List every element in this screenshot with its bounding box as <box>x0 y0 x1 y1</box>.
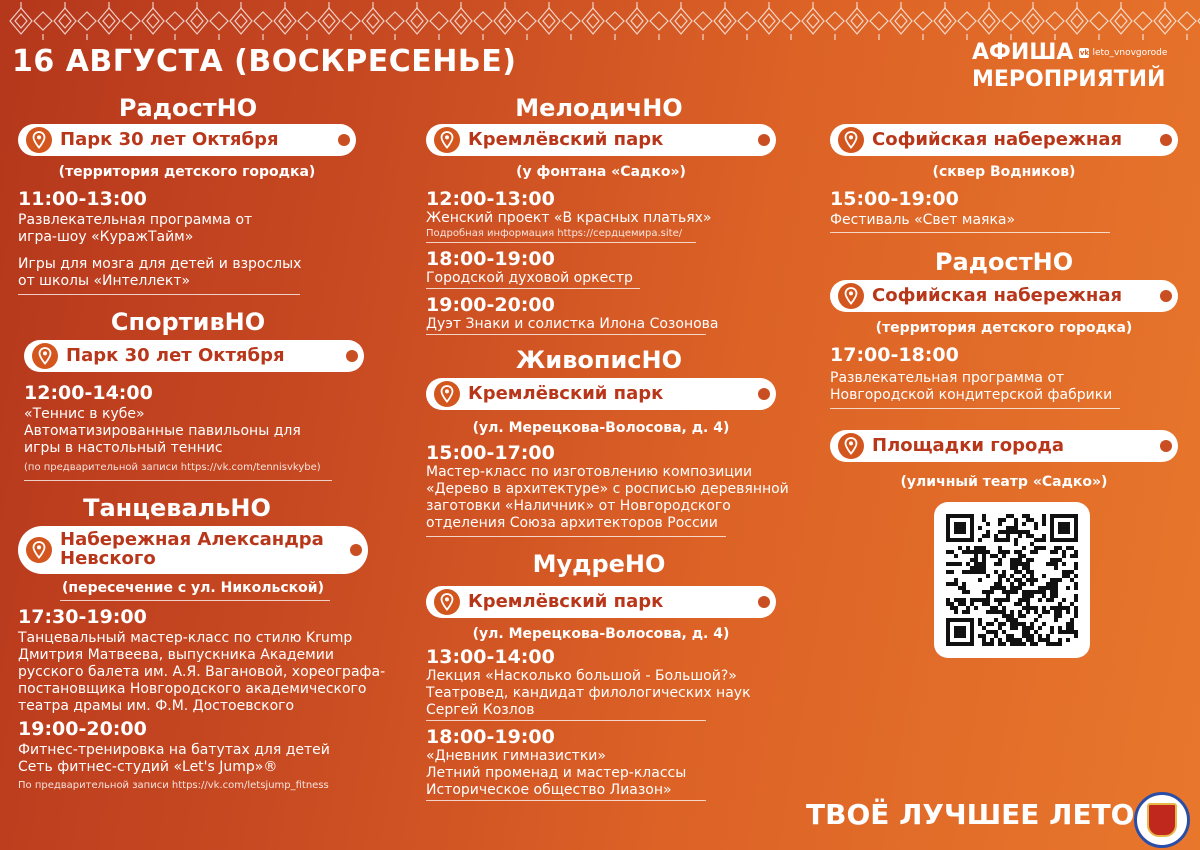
event-time: 15:00-19:00 <box>830 188 959 210</box>
pill-dot-icon <box>350 544 362 556</box>
event-time: 11:00-13:00 <box>18 188 147 210</box>
event-time: 19:00-20:00 <box>426 294 555 316</box>
brand-handle[interactable] <box>1079 48 1167 58</box>
pill-dot-icon <box>1160 134 1172 146</box>
event-time: 13:00-14:00 <box>426 646 555 668</box>
event-description: Танцевальный мастер-класс по стилю Krump Дмитрия Матвеева, выпускника Академии русского балета им. А.Я. Вагановой, хореографа- постановщика Новгородского академического театра драмы им. Ф.М. Достоевского <box>18 630 386 714</box>
event-description: Фитнес-тренировка на батутах для детей Сеть фитнес-студий «Let's Jump»® <box>18 742 330 775</box>
event-time: 18:00-19:00 <box>426 726 555 748</box>
category-title: ТанцевальНО <box>83 494 271 522</box>
divider <box>426 288 640 289</box>
location-label: Парк 30 лет Октября <box>66 344 285 366</box>
slogan: ТВОЁ ЛУЧШЕЕ ЛЕТО <box>806 798 1135 831</box>
event-time: 12:00-14:00 <box>24 382 153 404</box>
location-pin-icon <box>32 343 58 369</box>
location-pill[interactable] <box>426 124 776 156</box>
event-note: Подробная информация https://сердцемира.site/ <box>426 228 683 239</box>
brand-subtitle: МЕРОПРИЯТИЙ <box>972 67 1166 92</box>
pill-dot-icon <box>758 134 770 146</box>
location-pill[interactable] <box>830 280 1178 312</box>
event-note: (по предварительной записи https://vk.com/tennisvkybe) <box>24 462 321 473</box>
category-title: ЖивописНО <box>516 346 682 374</box>
event-time: 17:00-18:00 <box>830 344 959 366</box>
event-description: Фестиваль «Свет маяка» <box>830 212 1016 228</box>
event-description: Мастер-класс по изготовлению композиции «Дерево в архитектуре» с росписью деревянной заготовки «Наличник» от Новгородского отделения Союза архитекторов России <box>426 464 789 531</box>
location-pill[interactable] <box>426 378 776 410</box>
pill-dot-icon <box>1160 290 1172 302</box>
location-subtitle: (ул. Мерецкова-Волосова, д. 4) <box>472 420 730 436</box>
vk-icon: vk <box>1079 48 1090 57</box>
location-subtitle: (сквер Водников) <box>932 164 1076 180</box>
event-time: 18:00-19:00 <box>426 248 555 270</box>
location-pin-icon <box>26 127 52 153</box>
location-pill[interactable] <box>830 124 1178 156</box>
event-description: Женский проект «В красных платьях» <box>426 210 712 226</box>
location-label: Кремлёвский парк <box>468 590 664 612</box>
pill-dot-icon <box>758 388 770 400</box>
location-subtitle: (уличный театр «Садко») <box>900 474 1108 490</box>
page-title: 16 АВГУСТА (ВОСКРЕСЕНЬЕ) <box>12 44 517 79</box>
location-label: Кремлёвский парк <box>468 382 664 404</box>
location-subtitle: (территория детского городка) <box>875 320 1133 336</box>
category-title: РадостНО <box>118 94 258 122</box>
location-subtitle: (ул. Мерецкова-Волосова, д. 4) <box>472 626 730 642</box>
pill-dot-icon <box>338 134 350 146</box>
event-description: Развлекательная программа от Новгородской кондитерской фабрики <box>830 370 1113 403</box>
novgorod-summer-logo-icon <box>1134 792 1190 848</box>
location-pin-icon <box>838 127 864 153</box>
divider <box>426 242 696 243</box>
event-description: Городской духовой оркестр <box>426 270 633 286</box>
location-label: Софийская набережная <box>872 284 1123 306</box>
category-title: РадостНО <box>934 248 1074 276</box>
location-subtitle: (пересечение с ул. Никольской) <box>62 580 324 596</box>
location-label: Парк 30 лет Октября <box>60 128 279 150</box>
location-pin-icon <box>434 589 460 615</box>
location-pill[interactable] <box>830 430 1178 462</box>
location-label: Софийская набережная <box>872 128 1123 150</box>
category-title: МелодичНО <box>515 94 683 122</box>
event-time: 17:30-19:00 <box>18 606 147 628</box>
qr-code-card[interactable] <box>934 502 1090 658</box>
location-pill[interactable] <box>24 340 364 372</box>
category-title: МудреНО <box>532 550 666 578</box>
event-description: Игры для мозга для детей и взрослых от школы «Интеллект» <box>18 256 302 289</box>
location-pin-icon <box>434 381 460 407</box>
location-pill[interactable] <box>18 124 356 156</box>
location-pin-icon <box>838 433 864 459</box>
location-label: Набережная Александра Невского <box>60 529 324 569</box>
location-subtitle: (у фонтана «Садко») <box>516 164 686 180</box>
event-description: «Дневник гимназистки» Летний променад и мастер-классы Историческое общество Лиазон» <box>426 748 687 798</box>
event-description: Дуэт Знаки и солистка Илона Созонова <box>426 316 719 332</box>
divider <box>426 536 726 537</box>
divider <box>830 408 1120 409</box>
event-time: 15:00-17:00 <box>426 442 555 464</box>
category-title: СпортивНО <box>110 308 266 336</box>
pill-dot-icon <box>346 350 358 362</box>
event-time: 12:00-13:00 <box>426 188 555 210</box>
pill-dot-icon <box>1160 440 1172 452</box>
event-note: По предварительной записи https://vk.com/letsjump_fitness <box>18 780 329 791</box>
divider <box>426 334 706 335</box>
event-description: Развлекательная программа от игра-шоу «КуражТайм» <box>18 212 253 245</box>
location-pin-icon <box>838 283 864 309</box>
location-label: Площадки города <box>872 434 1064 456</box>
brand-handle-text: leto_vnovgorode <box>1092 47 1168 58</box>
location-subtitle: (территория детского городка) <box>58 164 316 180</box>
qr-code-icon <box>946 514 1078 646</box>
brand-title: АФИША <box>972 40 1074 65</box>
divider <box>24 480 332 481</box>
event-time: 19:00-20:00 <box>18 718 147 740</box>
location-pill[interactable] <box>18 526 368 574</box>
event-description: Лекция «Насколько большой - Большой?» Театровед, кандидат филологических наук Сергей Козлов <box>426 668 751 718</box>
pill-dot-icon <box>758 596 770 608</box>
divider <box>18 294 300 295</box>
location-pin-icon <box>26 537 52 563</box>
divider <box>426 720 706 721</box>
ornament-border <box>0 0 1200 42</box>
location-label: Кремлёвский парк <box>468 128 664 150</box>
divider <box>426 800 706 801</box>
location-pin-icon <box>434 127 460 153</box>
divider <box>830 232 1110 233</box>
brand-block <box>972 40 1172 92</box>
event-description: «Теннис в кубе» Автоматизированные павильоны для игры в настольный теннис <box>24 406 301 456</box>
divider <box>60 600 330 601</box>
location-pill[interactable] <box>426 586 776 618</box>
